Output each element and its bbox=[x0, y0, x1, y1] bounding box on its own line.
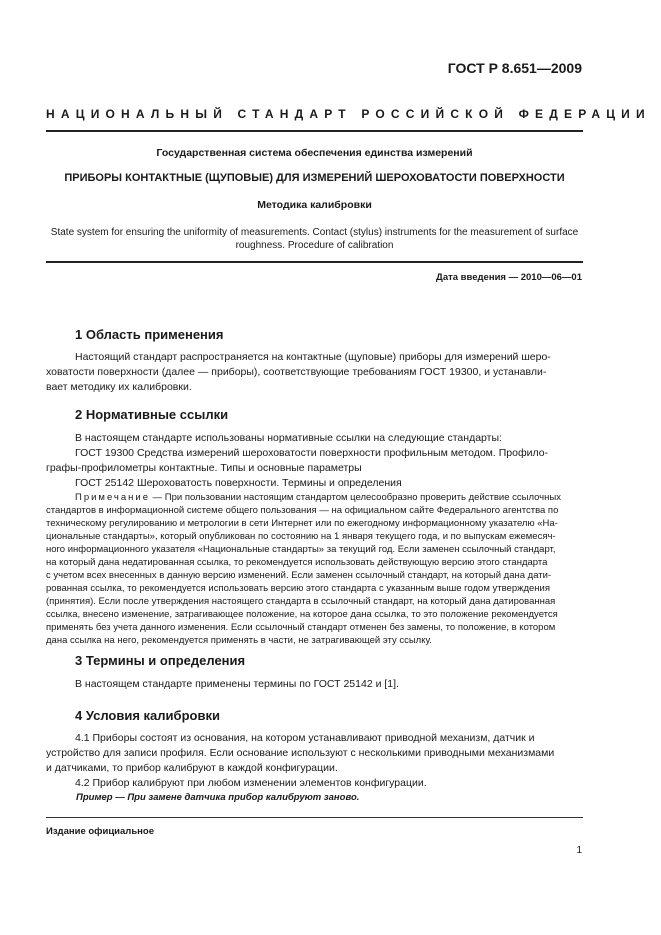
introduction-date: Дата введения — 2010—06—01 bbox=[436, 272, 582, 283]
system-title: Государственная система обеспечения единства измерений bbox=[156, 147, 473, 159]
section-2-heading: 2 Нормативные ссылки bbox=[75, 407, 229, 422]
reference-gost-19300-cont: графы-профилометры контактные. Типы и основные параметры bbox=[46, 462, 362, 474]
english-title-line-1: State system for ensuring the uniformity of measurements. Contact (stylus) instruments for the measurement of surface bbox=[50, 227, 579, 238]
section-1-line-1: Настоящий стандарт распространяется на контактные (щуповые) приборы для измерений шеро- bbox=[75, 351, 551, 363]
official-edition-label: Издание официальное bbox=[46, 826, 154, 837]
reference-gost-25142: ГОСТ 25142 Шероховатость поверхности. Термины и определения bbox=[75, 477, 402, 489]
section-1-heading: 1 Область применения bbox=[75, 327, 224, 342]
note-line: дана ссылка на него, рекомендуется применять в части, не затрагивающей эту ссылку. bbox=[46, 635, 432, 646]
note-line: ного информационного указателя «Национальные стандарты» за текущий год. Если заменен ссылочный стандарт, bbox=[46, 544, 556, 555]
reference-gost-19300: ГОСТ 19300 Средства измерений шероховатости поверхности профильным методом. Профило- bbox=[75, 447, 549, 459]
header-divider bbox=[46, 130, 583, 132]
standard-banner: НАЦИОНАЛЬНЫЙ СТАНДАРТ РОССИЙСКОЙ ФЕДЕРАЦИИ bbox=[46, 107, 651, 121]
note-line: рованная ссылка, то рекомендуется использовать версию этого стандарта с указанным выше годом утверждения bbox=[46, 583, 550, 594]
section-1-body bbox=[46, 350, 583, 395]
section-3-heading: 3 Термины и определения bbox=[75, 653, 246, 668]
section-2-body bbox=[46, 431, 583, 491]
section-2-note bbox=[46, 491, 583, 647]
clause-4-1-cont: и датчиками, то прибор калибруют в каждой конфигурации. bbox=[46, 762, 338, 774]
footer-divider bbox=[46, 817, 583, 818]
clause-4-2: 4.2 Прибор калибруют при любом изменении элементов конфигурации. bbox=[75, 777, 427, 789]
note-line: ссылка, внесено изменение, затрагивающее положение, на которое дана ссылка, то это положение рекомендуется bbox=[46, 609, 558, 620]
note-line: с учетом всех внесенных в данную версию изменений. Если заменен ссылочный стандарт, на который дана дати- bbox=[46, 570, 552, 581]
section-1-line-2: ховатости поверхности (далее — приборы), соответствующие требованиям ГОСТ 19300, и устанавли- bbox=[46, 366, 547, 378]
section-3-body bbox=[46, 677, 583, 692]
main-title: ПРИБОРЫ КОНТАКТНЫЕ (ЩУПОВЫЕ) ДЛЯ ИЗМЕРЕНИЙ ШЕРОХОВАТОСТИ ПОВЕРХНОСТИ bbox=[64, 172, 565, 184]
section-4-heading: 4 Условия калибровки bbox=[75, 708, 220, 723]
note-line: применять без учета данного изменения. Если ссылочный стандарт отменен без замены, то положение, в котором bbox=[46, 622, 556, 633]
note-line: циональные стандарты», который опубликован по состоянию на 1 января текущего года, и по выпускам ежемесяч- bbox=[46, 531, 556, 542]
page-number: 1 bbox=[576, 845, 582, 856]
section-2-line-1: В настоящем стандарте использованы нормативные ссылки на следующие стандарты: bbox=[75, 432, 502, 444]
note-label: Примечание bbox=[75, 492, 150, 503]
english-title bbox=[46, 226, 583, 252]
title-divider bbox=[46, 261, 583, 263]
note-line: техническому регулированию и метрологии в сети Интернет или по ежегодному информационному указателю «На- bbox=[46, 518, 558, 529]
note-line: на который дана недатированная ссылка, то рекомендуется использовать действующую версию этого стандарта bbox=[46, 557, 548, 568]
note-line: стандартов в информационной системе общего пользования — на официальном сайте Федерального агентства по bbox=[46, 505, 559, 516]
method-title: Методика калибровки bbox=[257, 199, 372, 211]
note-line-1: — При пользовании настоящим стандартом целесообразно проверить действие ссылочных bbox=[150, 492, 561, 503]
note-line: (принятия). Если после утверждения настоящего стандарта в ссылочный стандарт, на который дана датированная bbox=[46, 596, 556, 607]
example-text: Пример — При замене датчика прибор калибруют заново. bbox=[76, 792, 360, 803]
document-number: ГОСТ Р 8.651—2009 bbox=[447, 60, 582, 76]
clause-4-1-cont: устройство для записи профиля. Если основание используют с несколькими приводными механизмами bbox=[46, 747, 555, 759]
section-1-line-3: вает методику их калибровки. bbox=[46, 381, 192, 393]
section-4-body bbox=[46, 731, 583, 791]
clause-4-1: 4.1 Приборы состоят из основания, на котором устанавливают приводной механизм, датчик и bbox=[75, 732, 535, 744]
english-title-line-2: roughness. Procedure of calibration bbox=[235, 240, 394, 251]
section-3-line-1: В настоящем стандарте применены термины по ГОСТ 25142 и [1]. bbox=[75, 678, 399, 690]
